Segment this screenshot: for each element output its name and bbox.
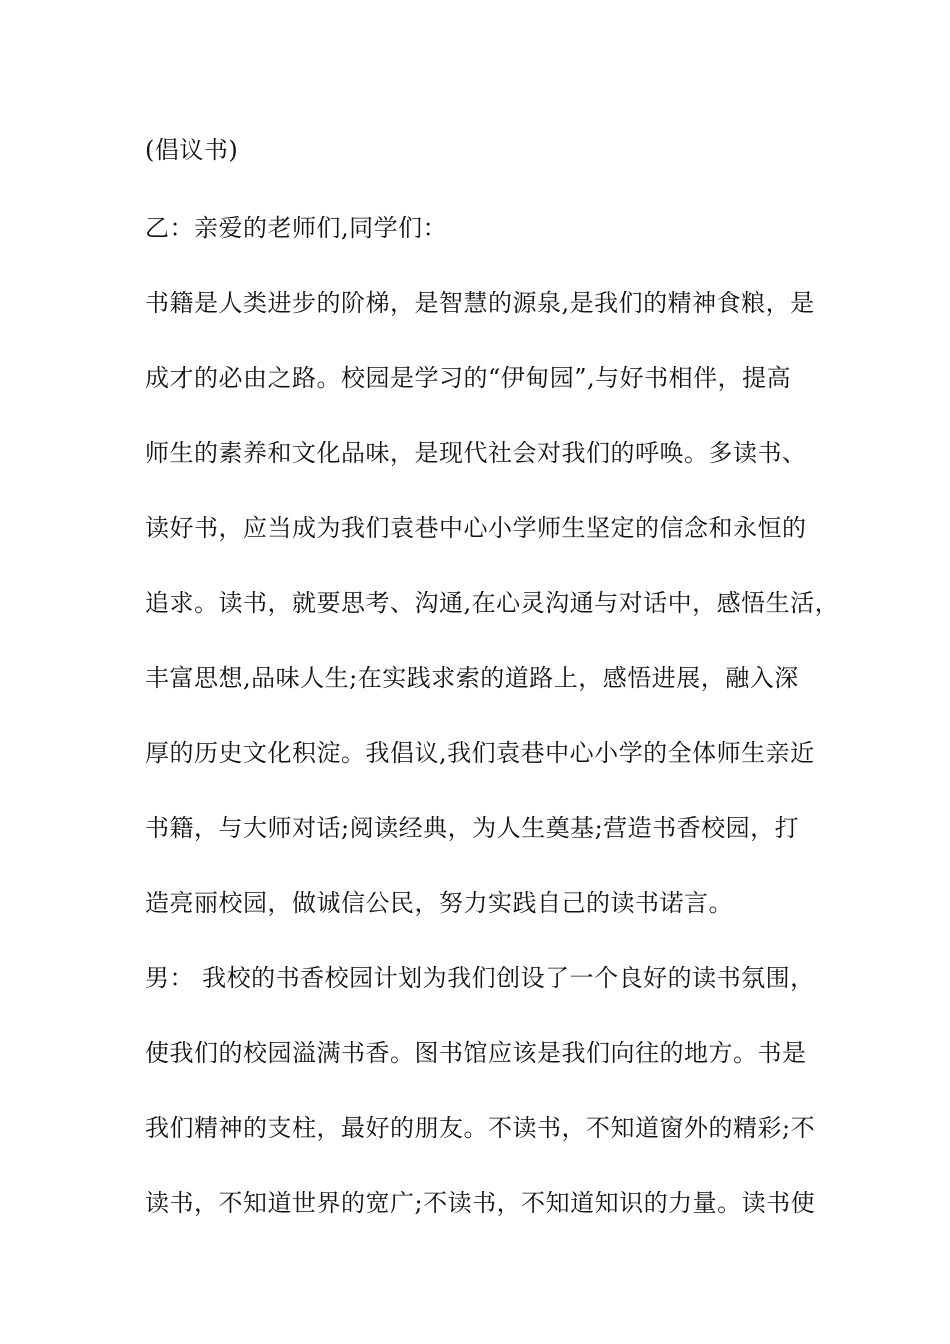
body-line: 我们精神的支柱，最好的朋友。不读书，不知道窗外的精彩;不 <box>145 1114 816 1142</box>
document-title: (倡议书) <box>145 136 239 164</box>
body-line: 追求。读书，就要思考、沟通,在心灵沟通与对话中，感悟生活， <box>145 589 840 617</box>
body-line: 造亮丽校园，做诚信公民，努力实践自己的读书诺言。 <box>145 889 733 917</box>
body-line: 厚的历史文化积淀。我倡议,我们袁巷中心小学的全体师生亲近 <box>145 739 815 767</box>
speaker-line: 男： 我校的书香校园计划为我们创设了一个良好的读书氛围， <box>145 964 815 992</box>
salutation-line: 乙：亲爱的老师们,同学们： <box>145 214 448 242</box>
body-line: 丰富思想,品味人生;在实践求索的道路上，感悟进展，融入深 <box>145 664 799 692</box>
body-line: 使我们的校园溢满书香。图书馆应该是我们向往的地方。书是 <box>145 1039 807 1067</box>
body-line: 师生的素养和文化品味，是现代社会对我们的呼唤。多读书、 <box>145 439 807 467</box>
body-line: 读好书，应当成为我们袁巷中心小学师生坚定的信念和永恒的 <box>145 514 807 542</box>
body-line: 书籍，与大师对话;阅读经典，为人生奠基;营造书香校园，打 <box>145 814 800 842</box>
body-line: 读书，不知道世界的宽广;不读书，不知道知识的力量。读书使 <box>145 1189 816 1217</box>
body-line: 书籍是人类进步的阶梯，是智慧的源泉,是我们的精神食粮，是 <box>145 289 815 317</box>
body-line: 成才的必由之路。校园是学习的“伊甸园”,与好书相伴，提高 <box>145 364 792 392</box>
